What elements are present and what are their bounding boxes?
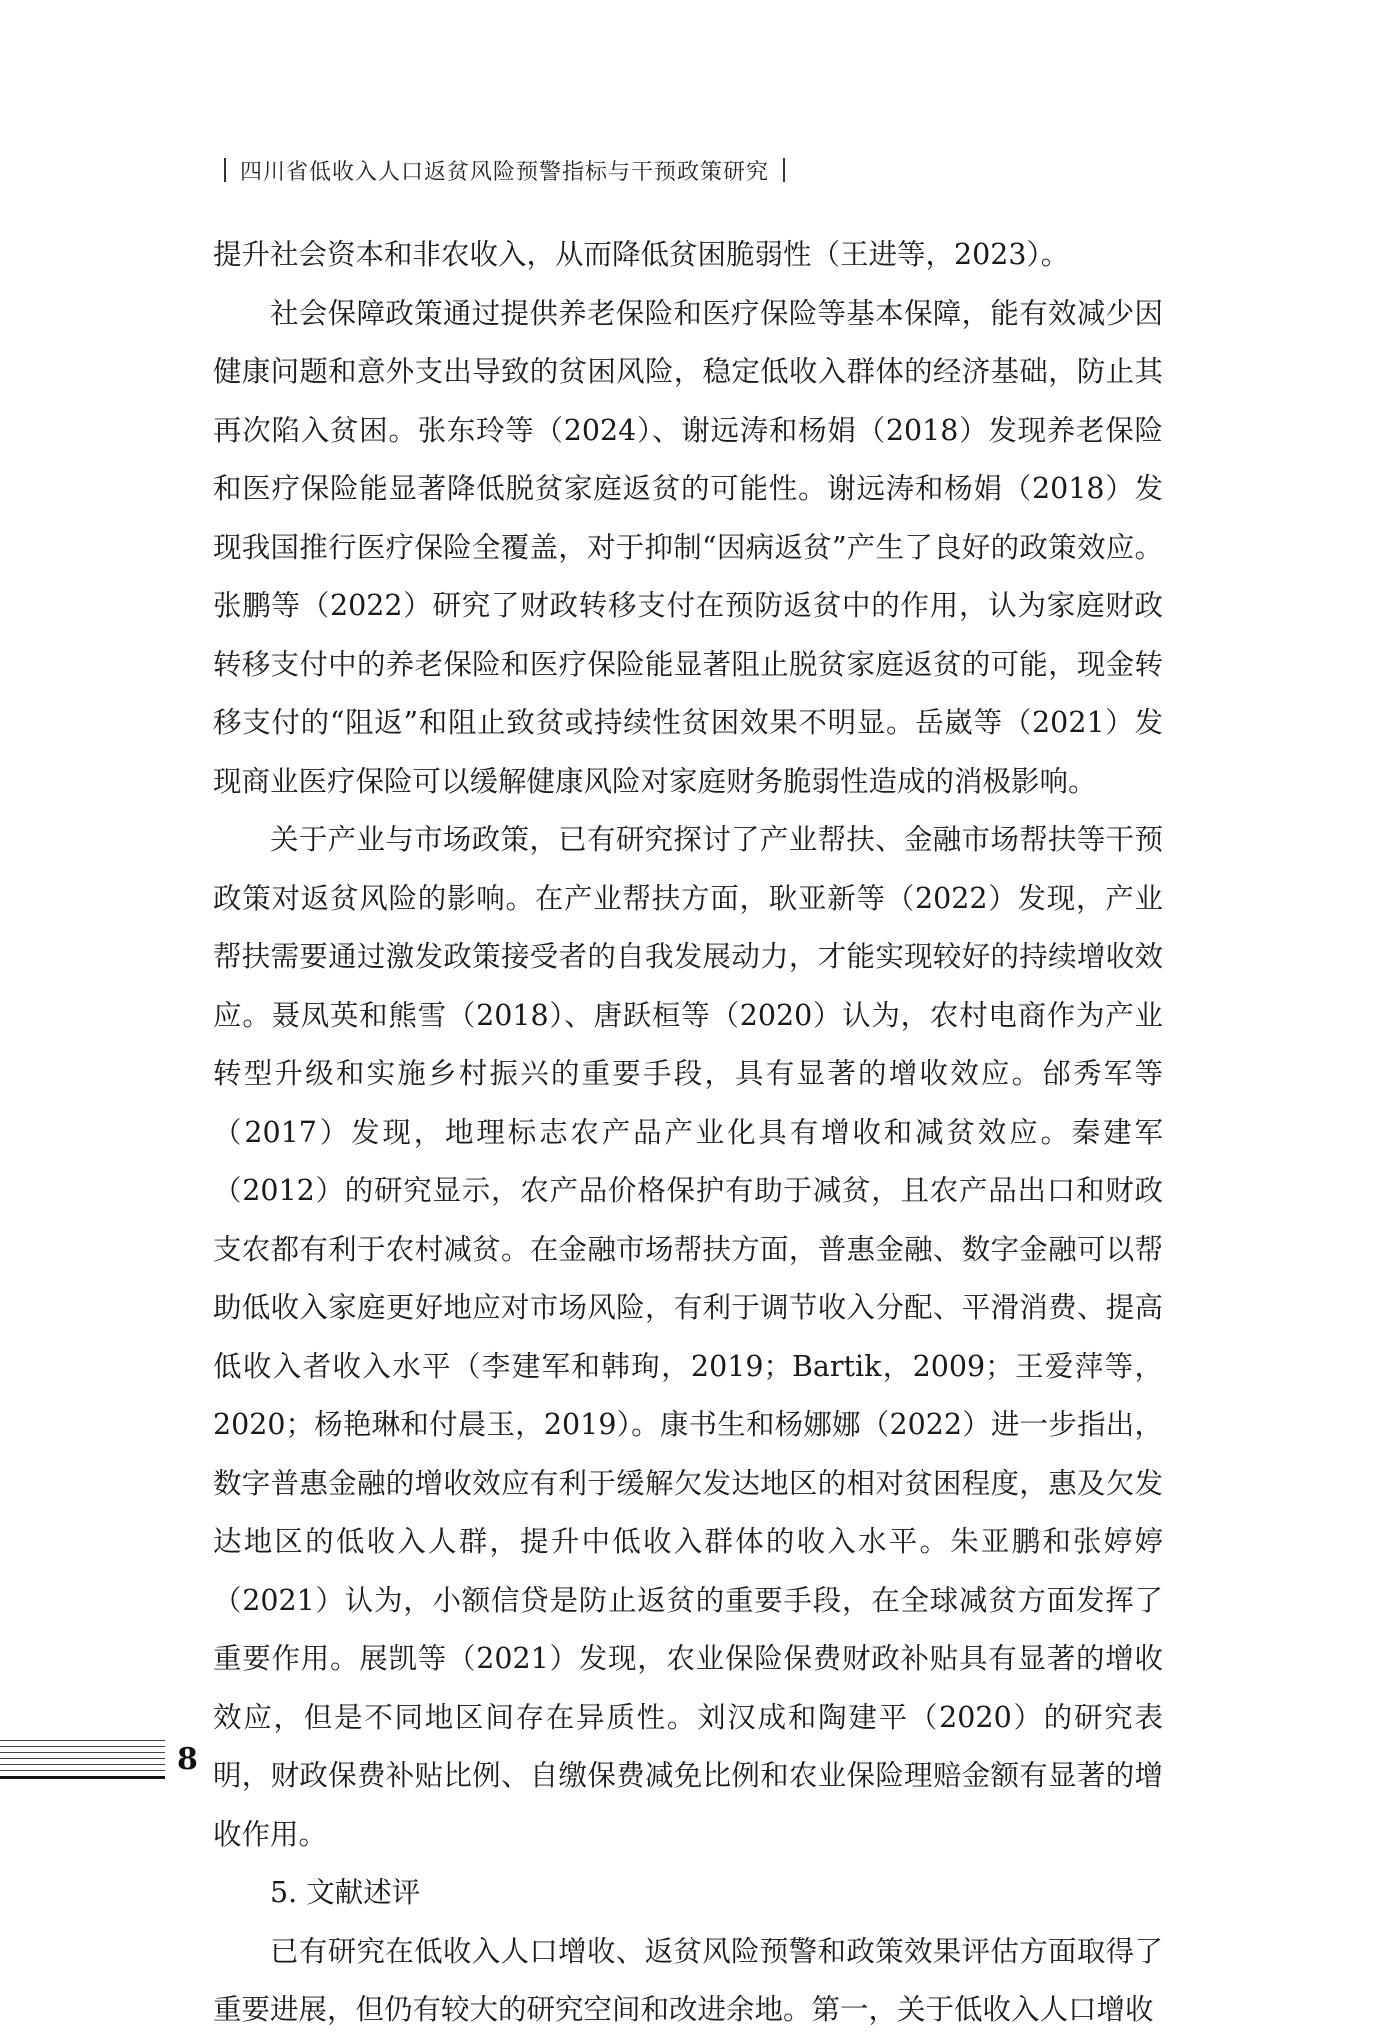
running-header [210, 152, 799, 188]
footer-rule [0, 1752, 165, 1753]
footer-rule [0, 1758, 165, 1759]
header-right-rule [783, 158, 785, 182]
paragraph-social-security: 社会保障政策通过提供养老保险和医疗保险等基本保障，能有效减少因健康问题和意外支出导致的贫困风险，稳定低收入群体的经济基础，防止其再次陷入贫困。张东玲等（2024）、谢远涛和杨娟（2018）发现养老保险和医疗保险能显著降低脱贫家庭返贫的可能性。谢远涛和杨娟（2018）发现我国推行医疗保险全覆盖，对于抑制“因病返贫”产生了良好的政策效应。张鹏等（2022）研究了财政转移支付在预防返贫中的作用，认为家庭财政转移支付中的养老保险和医疗保险能显著阻止脱贫家庭返贫的可能，现金转移支付的“阻返”和阻止致贫或持续性贫困效果不明显。岳崴等（2021）发现商业医疗保险可以缓解健康风险对家庭财务脆弱性造成的消极影响。 [213, 296, 1163, 798]
footer-rule-thick [0, 1776, 165, 1779]
footer-rule [0, 1740, 165, 1741]
paragraph-continuation: 提升社会资本和非农收入，从而降低贫困脆弱性（王进等，2023）。 [213, 238, 1070, 271]
paragraph-literature-review: 已有研究在低收入人口增收、返贫风险预警和政策效果评估方面取得了重要进展，但仍有较大的研究空间和改进余地。第一，关于低收入人口增收 [213, 1934, 1163, 2026]
paragraph-industry-market: 关于产业与市场政策，已有研究探讨了产业帮扶、金融市场帮扶等干预政策对返贫风险的影响。在产业帮扶方面，耿亚新等（2022）发现，产业帮扶需要通过激发政策接受者的自我发展动力，才能实现较好的持续增收效应。聂凤英和熊雪（2018）、唐跃桓等（2020）认为，农村电商作为产业转型升级和实施乡村振兴的重要手段，具有显著的增收效应。邰秀军等（2017）发现，地理标志农产品产业化具有增收和减贫效应。秦建军（2012）的研究显示，农产品价格保护有助于减贫，且农产品出口和财政支农都有利于农村减贫。在金融市场帮扶方面，普惠金融、数字金融可以帮助低收入家庭更好地应对市场风险，有利于调节收入分配、平滑消费、提高低收入者收入水平（李建军和韩珣，2019；Bartik，2009；王爱萍等，2020；杨艳琳和付晨玉，2019）。康书生和杨娜娜（2022）进一步指出，数字普惠金融的增收效应有利于缓解欠发达地区的相对贫困程度，惠及欠发达地区的低收入人群，提升中低收入群体的收入水平。朱亚鹏和张婷婷（2021）认为，小额信贷是防止返贫的重要手段，在全球减贫方面发挥了重要作用。展凯等（2021）发现，农业保险保费财政补贴具有显著的增收效应，但是不同地区间存在异质性。刘汉成和陶建平（2020）的研究表明，财政保费补贴比例、自缴保费减免比例和农业保险理赔金额有显著的增收作用。 [213, 823, 1163, 1851]
footer-rule [0, 1746, 165, 1747]
running-title: 四川省低收入人口返贫风险预警指标与干预政策研究 [240, 159, 770, 185]
body-text [213, 226, 1163, 2040]
footer-rule [0, 1770, 165, 1771]
section-heading-literature-review: 5. 文献述评 [270, 1876, 421, 1909]
footer-rules [0, 1740, 170, 1790]
page-number: 8 [177, 1742, 198, 1777]
header-left-rule [224, 158, 226, 182]
footer-rule [0, 1764, 165, 1765]
